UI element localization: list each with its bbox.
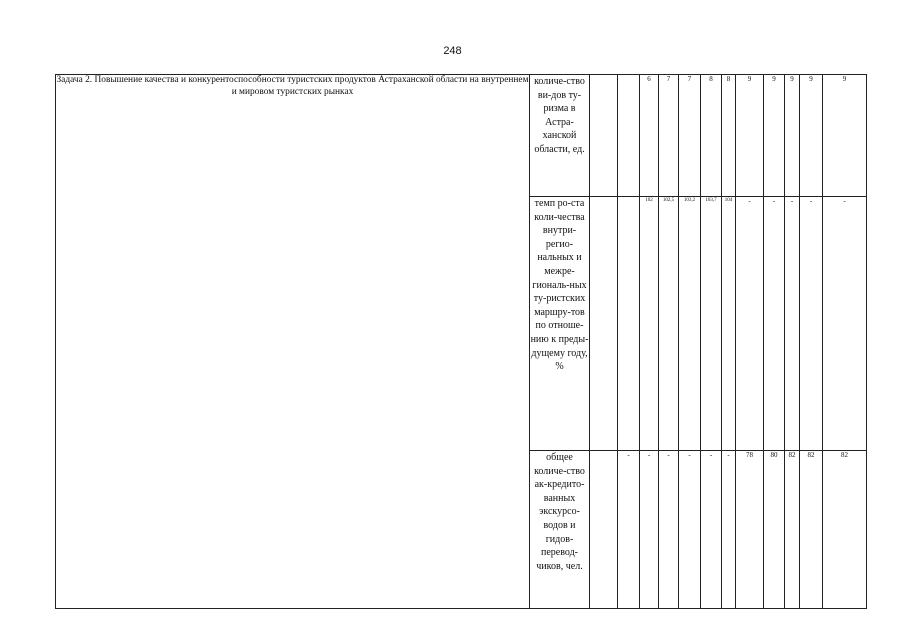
value-cell: - (701, 451, 722, 609)
value-cell: 102 (640, 197, 659, 451)
value-cell: - (659, 451, 679, 609)
value-cell: 9 (785, 75, 800, 197)
value-cell: - (764, 197, 785, 451)
value-cell: 104 (722, 197, 736, 451)
value-cell: 8 (722, 75, 736, 197)
value-cell: - (823, 197, 867, 451)
value-cell: 102,5 (659, 197, 679, 451)
value-cell: - (679, 451, 701, 609)
value-cell: 78 (736, 451, 764, 609)
value-cell: 82 (800, 451, 823, 609)
value-cell: - (640, 451, 659, 609)
table-row (56, 75, 867, 197)
value-cell: - (722, 451, 736, 609)
value-cell: 9 (764, 75, 785, 197)
value-cell (590, 75, 618, 197)
indicator-label: количе-ство ви-дов ту-ризма в Астра-ханской области, ед. (530, 75, 590, 197)
value-cell: - (800, 197, 823, 451)
value-cell: 7 (659, 75, 679, 197)
value-cell: 82 (785, 451, 800, 609)
value-cell: - (736, 197, 764, 451)
value-cell (618, 75, 640, 197)
value-cell: 103,2 (679, 197, 701, 451)
value-cell: 103,7 (701, 197, 722, 451)
indicator-table (55, 74, 867, 609)
value-cell (590, 197, 618, 451)
value-cell (618, 197, 640, 451)
value-cell (590, 451, 618, 609)
value-cell: 9 (800, 75, 823, 197)
task-description: Задача 2. Повышение качества и конкурентоспособности туристских продуктов Астраханской области на внутреннем и мировом туристских рынках (56, 75, 530, 609)
value-cell: 6 (640, 75, 659, 197)
indicator-label: общее количе-ство ак-кредито-ванных экскурсо-водов и гидов-перевод-чиков, чел. (530, 451, 590, 609)
value-cell: 7 (679, 75, 701, 197)
value-cell: - (618, 451, 640, 609)
value-cell: 8 (701, 75, 722, 197)
page-number: 248 (443, 45, 462, 57)
indicator-label: темп ро-ста коли-чества внутри-регио-нальных и межре-гиональ-ных ту-ристских маршру-тов по отноше-нию к преды-дущему году, % (530, 197, 590, 451)
value-cell: 82 (823, 451, 867, 609)
value-cell: 9 (823, 75, 867, 197)
value-cell: 80 (764, 451, 785, 609)
value-cell: - (785, 197, 800, 451)
value-cell: 9 (736, 75, 764, 197)
